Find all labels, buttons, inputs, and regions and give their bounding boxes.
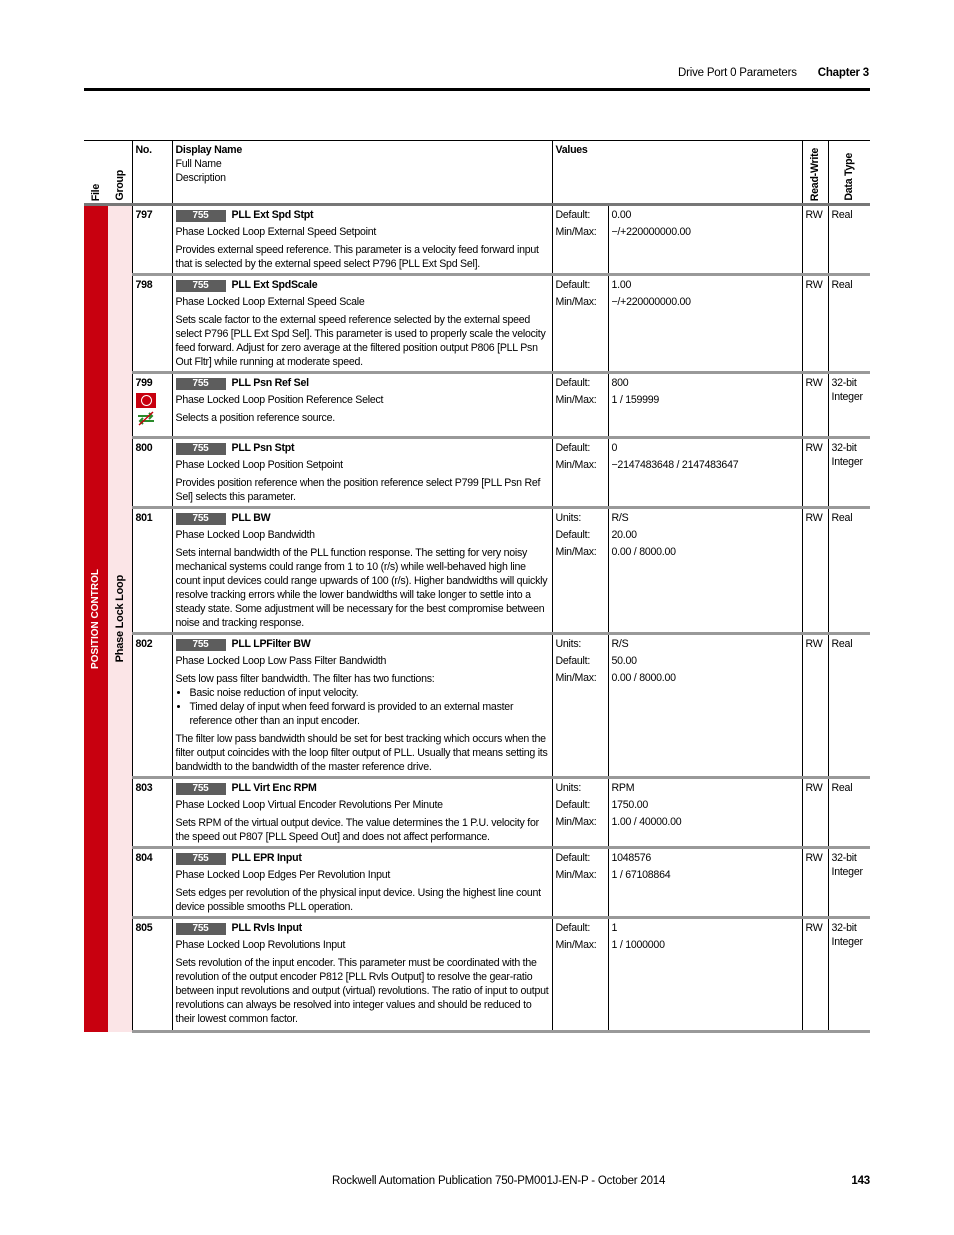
value-text: 1 / 1000000 — [611, 939, 665, 951]
read-write: RW — [802, 438, 828, 508]
param-name-cell — [172, 918, 552, 1032]
drive-tag: 755 — [176, 923, 226, 935]
value-values — [608, 848, 802, 918]
param-display-name: PLL LPFilter BW — [231, 638, 311, 650]
param-number: 804 — [132, 848, 172, 918]
data-type: Real — [828, 634, 870, 778]
value-text: 20.00 — [611, 529, 637, 541]
value-text: R/S — [611, 638, 629, 650]
value-text: R/S — [611, 512, 629, 524]
param-number: 805 — [132, 918, 172, 1032]
value-values — [608, 438, 802, 508]
param-display-name: PLL Ext Spd Stpt — [231, 209, 314, 221]
value-label: Default: — [555, 209, 591, 221]
value-text: 1 / 67108864 — [611, 869, 671, 881]
param-description: Sets RPM of the virtual output device. The value determines the 1 P.U. velocity for the speed out P807 [PLL Speed Out] and does not affect performance. — [175, 817, 539, 843]
value-label: Default: — [555, 655, 591, 667]
value-label: Min/Max: — [555, 459, 597, 471]
parameter-row — [84, 438, 870, 508]
parameter-row — [84, 848, 870, 918]
param-number: 803 — [132, 778, 172, 848]
read-write: RW — [802, 373, 828, 438]
value-label: Default: — [555, 852, 591, 864]
data-type: 32-bit Integer — [828, 918, 870, 1032]
value-labels — [552, 918, 608, 1032]
read-write: RW — [802, 634, 828, 778]
value-label: Default: — [555, 922, 591, 934]
param-display-name: PLL Psn Stpt — [231, 442, 295, 454]
data-type: 32-bit Integer — [828, 373, 870, 438]
section-title: Drive Port 0 Parameters — [678, 67, 797, 79]
drive-tag: 755 — [176, 378, 226, 390]
drive-tag: 755 — [176, 639, 226, 651]
value-text: 1048576 — [611, 852, 651, 864]
file-column-header: File — [84, 141, 108, 205]
param-number: 797 — [132, 205, 172, 275]
value-label: Units: — [555, 782, 582, 794]
param-full-name: Phase Locked Loop Position Setpoint — [175, 459, 343, 471]
chapter-label: Chapter 3 — [817, 67, 869, 79]
value-text: RPM — [611, 782, 635, 794]
param-name-cell — [172, 373, 552, 438]
value-label: Default: — [555, 799, 591, 811]
values-column-header: Values — [552, 141, 802, 205]
value-label: Min/Max: — [555, 394, 597, 406]
param-full-name: Phase Locked Loop Edges Per Revolution Input — [175, 869, 391, 881]
number-column-header: No. — [132, 141, 172, 205]
read-write: RW — [802, 205, 828, 275]
value-text: 1750.00 — [611, 799, 649, 811]
value-labels — [552, 634, 608, 778]
page-header — [678, 67, 869, 79]
value-label: Default: — [555, 442, 591, 454]
param-description: Provides external speed reference. This parameter is a velocity feed forward input that is selected by the external speed select P796 [PLL Ext Spd Sel]. — [175, 244, 539, 270]
param-name-cell — [172, 275, 552, 373]
value-label: Default: — [555, 279, 591, 291]
drive-tag: 755 — [176, 513, 226, 525]
value-text: 1 / 159999 — [611, 394, 660, 406]
param-full-name: Phase Locked Loop External Speed Scale — [175, 296, 365, 308]
drive-tag: 755 — [176, 783, 226, 795]
value-label: Default: — [555, 529, 591, 541]
data-type: Real — [828, 275, 870, 373]
param-number: 800 — [132, 438, 172, 508]
value-label: Min/Max: — [555, 672, 597, 684]
value-labels — [552, 778, 608, 848]
param-description: Sets revolution of the input encoder. This parameter must be coordinated with the revolution of the output encoder P812 [PLL Rvls Output] to resolve the gear-ratio between input revolutions and output (virtual) revolutions. The ratio of input to output revolutions can always be resolved into integer values and should be reduced to their lowest common factor. — [175, 957, 549, 1025]
parameter-row — [84, 508, 870, 634]
read-write: RW — [802, 275, 828, 373]
value-values — [608, 275, 802, 373]
param-display-name: PLL EPR Input — [231, 852, 302, 864]
description-bullet: • Basic noise reduction of input velocity. — [190, 686, 549, 700]
value-label: Min/Max: — [555, 226, 597, 238]
param-full-name: Phase Locked Loop Revolutions Input — [175, 939, 346, 951]
parameter-row — [84, 205, 870, 275]
param-full-name: Phase Locked Loop Low Pass Filter Bandwidth — [175, 655, 387, 667]
read-write: RW — [802, 848, 828, 918]
param-full-name: Phase Locked Loop Virtual Encoder Revolutions Per Minute — [175, 799, 443, 811]
param-name-cell — [172, 438, 552, 508]
drive-tag: 755 — [176, 210, 226, 222]
param-name-cell — [172, 205, 552, 275]
page-number: 143 — [851, 1175, 870, 1187]
value-text: 50.00 — [611, 655, 637, 667]
read-write: RW — [802, 918, 828, 1032]
value-text: 800 — [611, 377, 629, 389]
value-labels — [552, 205, 608, 275]
value-values — [608, 634, 802, 778]
data-type-column-header: Data Type — [828, 141, 870, 205]
group-column-header: Group — [108, 141, 132, 205]
value-text: 0 — [611, 442, 618, 454]
param-description: Sets edges per revolution of the physical input device. Using the highest line count device possible smooths PLL operation. — [175, 887, 541, 913]
param-display-name: PLL Rvls Input — [231, 922, 302, 934]
value-label: Min/Max: — [555, 939, 597, 951]
value-label: Min/Max: — [555, 296, 597, 308]
param-number: 801 — [132, 508, 172, 634]
param-display-name: PLL Psn Ref Sel — [231, 377, 309, 389]
stop-indicator-icon — [136, 393, 156, 408]
param-description: Sets internal bandwidth of the PLL function response. The setting for very noisy mechanical systems could range from 1 to 10 (r/s) while well-behaved high line count input devices could range upwards of 100 (r/s). Higher bandwidths will quickly resolve tracking errors while the lower bandwidths will take longer to settle into a steady state. Some adjustment will be necessary for the best compromise between noise and tracking response. — [175, 547, 548, 629]
value-text: 1 — [611, 922, 618, 934]
param-display-name: PLL Virt Enc RPM — [231, 782, 317, 794]
param-number: 798 — [132, 275, 172, 373]
value-text: 1.00 — [611, 279, 632, 291]
value-text: −/+220000000.00 — [611, 226, 691, 238]
table-header-row — [84, 141, 870, 205]
value-label: Min/Max: — [555, 546, 597, 558]
param-full-name: Phase Locked Loop External Speed Setpoint — [175, 226, 377, 238]
param-name-cell — [172, 508, 552, 634]
param-number: 799 — [132, 373, 172, 438]
display-name-header: Display Name — [175, 144, 242, 156]
value-label: Min/Max: — [555, 869, 597, 881]
value-labels — [552, 508, 608, 634]
read-write: RW — [802, 778, 828, 848]
display-name-column-header — [172, 141, 552, 205]
value-labels — [552, 275, 608, 373]
data-type: 32-bit Integer — [828, 848, 870, 918]
publication-info: Rockwell Automation Publication 750-PM001J-EN-P - October 2014 — [332, 1175, 666, 1187]
param-full-name: Phase Locked Loop Bandwidth — [175, 529, 315, 541]
parameter-row — [84, 634, 870, 778]
header-rule — [84, 88, 870, 91]
value-values — [608, 918, 802, 1032]
param-name-cell — [172, 848, 552, 918]
param-full-name: Phase Locked Loop Position Reference Select — [175, 394, 384, 406]
value-values — [608, 373, 802, 438]
data-type: Real — [828, 778, 870, 848]
parameter-row — [84, 275, 870, 373]
parameter-row — [84, 778, 870, 848]
param-display-name: PLL BW — [231, 512, 271, 524]
value-values — [608, 205, 802, 275]
value-label: Default: — [555, 377, 591, 389]
param-description: Provides position reference when the position reference select P799 [PLL Psn Ref Sel] selects this parameter. — [175, 477, 541, 503]
param-name-cell — [172, 634, 552, 778]
file-label: POSITION CONTROL — [84, 205, 108, 1032]
value-labels — [552, 848, 608, 918]
value-text: −/+220000000.00 — [611, 296, 691, 308]
drive-tag: 755 — [176, 853, 226, 865]
param-description: Sets scale factor to the external speed reference selected by the external speed select P796 [PLL Ext Spd Sel]. This parameter is used to properly scale the velocity feed forward. Adjust for zero average at the filtered position output P806 [PLL Psn Out Fltr] while running at moderate speed. — [175, 314, 546, 368]
drive-tag: 755 — [176, 443, 226, 455]
full-name-header: Full Name — [175, 158, 222, 170]
data-type: Real — [828, 508, 870, 634]
data-type: 32-bit Integer — [828, 438, 870, 508]
drive-tag: 755 — [176, 280, 226, 292]
value-label: Units: — [555, 512, 582, 524]
param-description: Sets low pass filter bandwidth. The filter has two functions: • Basic noise reduction of input velocity. • Timed delay of input when feed forward is provided to an external master reference other than an input encoder. The filter low pass bandwidth should be set for best tracking which occurs when the filter output coincides with the loop filter output of PLL. Usually that means setting its bandwidth to the bandwidth of the master reference drive. — [176, 672, 549, 774]
value-text: −2147483648 / 2147483647 — [611, 459, 739, 471]
value-text: 0.00 / 8000.00 — [611, 672, 676, 684]
value-values — [608, 508, 802, 634]
data-type: Real — [828, 205, 870, 275]
linkable-arrows-icon — [136, 411, 156, 426]
param-number: 802 — [132, 634, 172, 778]
value-labels — [552, 438, 608, 508]
value-text: 1.00 / 40000.00 — [611, 816, 682, 828]
param-description: Selects a position reference source. — [175, 412, 335, 424]
param-name-cell — [172, 778, 552, 848]
parameter-table — [84, 140, 870, 1033]
value-label: Min/Max: — [555, 816, 597, 828]
read-write: RW — [802, 508, 828, 634]
parameter-row — [84, 373, 870, 438]
value-text: 0.00 — [611, 209, 632, 221]
value-text: 0.00 / 8000.00 — [611, 546, 676, 558]
param-display-name: PLL Ext SpdScale — [231, 279, 318, 291]
value-label: Units: — [555, 638, 582, 650]
value-labels — [552, 373, 608, 438]
read-write-column-header: Read-Write — [802, 141, 828, 205]
description-bullet: • Timed delay of input when feed forward is provided to an external master reference other than an input encoder. — [190, 700, 549, 728]
group-label: Phase Lock Loop — [108, 205, 132, 1032]
description-header: Description — [175, 172, 226, 184]
parameter-row — [84, 918, 870, 1032]
value-values — [608, 778, 802, 848]
